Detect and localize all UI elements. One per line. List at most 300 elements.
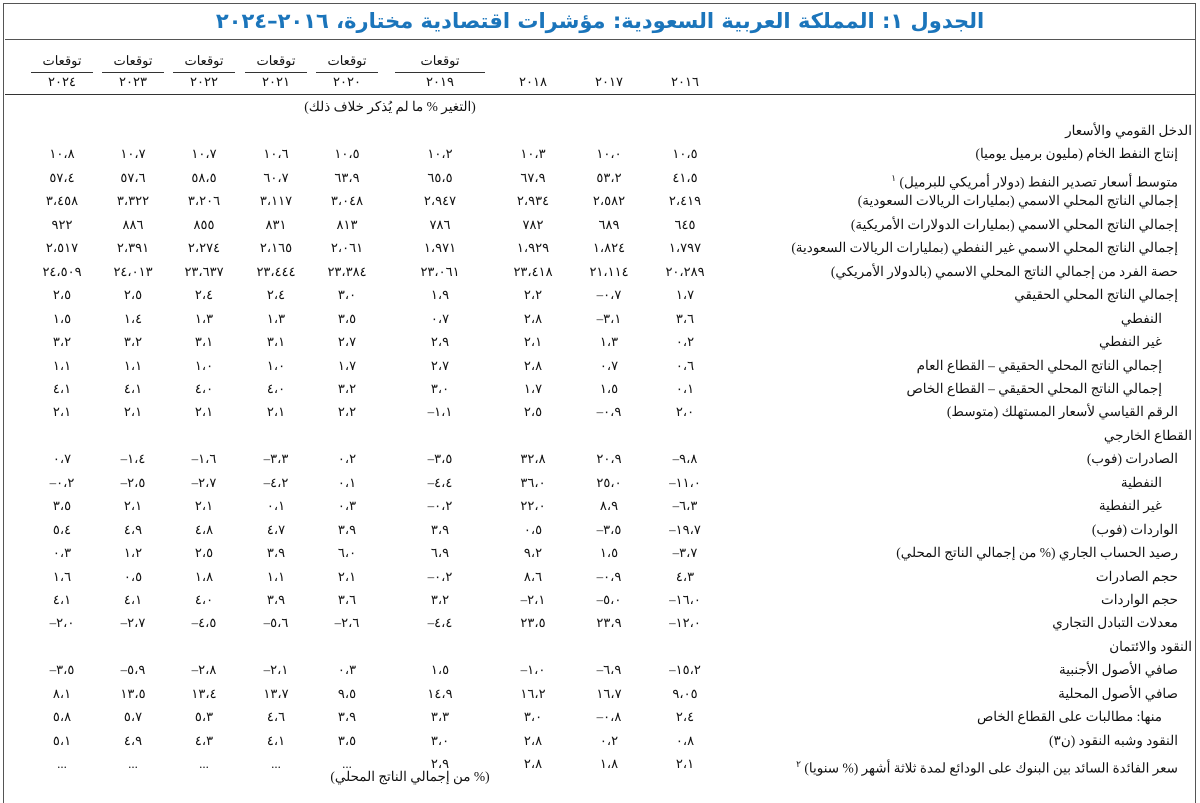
table-cell: ٢،١: [52, 404, 72, 420]
table-cell: ٣،٣: [430, 709, 450, 725]
row-label-text: حجم الصادرات: [1095, 568, 1178, 584]
table-cell: ٢،٩٤٧: [423, 193, 457, 209]
table-cell: ١،٧: [523, 380, 543, 396]
section-heading: [1109, 638, 1192, 656]
table-cell: ٢،٤١٩: [668, 193, 702, 209]
footnote: (% من إجمالي الناتج المحلي): [330, 769, 490, 784]
year-header: ٢٠١٦: [671, 74, 699, 89]
table-cell: ٨٨٦: [122, 216, 144, 232]
table-cell: ٣،٩: [337, 709, 357, 725]
table-cell: ١،٥: [599, 545, 619, 561]
table-title: الجدول ١: المملكة العربية السعودية: مؤشرات اقتصادية مختارة، ٢٠١٦–٢٠٢٤: [5, 5, 1195, 40]
table-cell: ٤،٨: [194, 521, 214, 537]
forecast-label: توقعات: [327, 53, 367, 68]
table-cell: ٥٣،٢: [596, 169, 622, 185]
table-cell: ٦٤٥: [674, 216, 696, 232]
table-cell: ٦٨٩: [598, 216, 620, 232]
table-cell: ٠،٧: [52, 451, 72, 467]
year-header: ٢٠١٧: [595, 74, 623, 89]
table-cell: ٠،٥: [123, 568, 143, 584]
forecast-underline: [316, 72, 378, 73]
table-cell: ٠،١: [266, 498, 286, 514]
table-cell: ٤،١: [52, 380, 72, 396]
table-cell: ٥،٦–: [263, 615, 289, 631]
table-cell: ٦،٩: [430, 545, 450, 561]
table-cell: ١،٣: [599, 334, 619, 350]
row-label: [1099, 333, 1162, 351]
table-cell: ٤،٤–: [427, 615, 453, 631]
table-cell: ١٣،٥: [120, 685, 146, 701]
table-cell: ٨،١: [52, 685, 72, 701]
table-cell: ٤،٦: [266, 709, 286, 725]
table-cell: ٢٣،٤١٨: [513, 263, 553, 279]
row-label: [1096, 568, 1178, 586]
table-cell: ١٠،٥: [672, 146, 698, 162]
table-cell: ٠،٣: [337, 662, 357, 678]
table-cell: ١٠،٣: [520, 146, 546, 162]
table-cell: ٢،٥: [52, 287, 72, 303]
table-cell: ١،٨: [194, 568, 214, 584]
table-cell: ٢٠،٢٨٩: [665, 263, 705, 279]
table-cell: ٢،١: [337, 568, 357, 584]
table-cell: ٤،٤–: [427, 474, 453, 490]
table-cell: ٣،٩: [337, 521, 357, 537]
table-cell: ٤،٣: [675, 568, 695, 584]
table-cell: ١١،٠–: [669, 474, 701, 490]
table-cell: ...: [271, 756, 281, 772]
forecast-underline: [245, 72, 307, 73]
row-label-text: معدلات التبادل التجاري: [1052, 615, 1178, 631]
table-cell: ٢١،١١٤: [589, 263, 629, 279]
table-cell: ١،٤: [123, 310, 143, 326]
table-cell: ٢،٥: [123, 287, 143, 303]
table-cell: ١٦،٠–: [669, 592, 701, 607]
table-cell: ١،٧: [675, 287, 695, 303]
row-label-text: إجمالي الناتج المحلي الاسمي (بمليارات الدولارات الأمريكية): [850, 216, 1178, 232]
table-cell: ٠،١: [675, 380, 695, 396]
row-label: [906, 380, 1162, 398]
table-cell: ٢،٥: [523, 404, 543, 420]
table-cell: ٠،٨: [675, 732, 695, 748]
row-label: [1059, 661, 1178, 679]
table-cell: ٢،١: [523, 334, 543, 350]
table-cell: ١٦،٧: [596, 685, 622, 701]
table-cell: ...: [57, 756, 67, 772]
table-cell: ٥،٧: [123, 709, 143, 725]
table-cell: ٤،٩: [123, 521, 143, 537]
table-cell: ٣،١–: [596, 310, 622, 326]
forecast-underline: [395, 72, 485, 73]
table-cell: ٩٢٢: [51, 216, 73, 232]
row-label: [1049, 732, 1178, 750]
table-cell: ٢،١–: [263, 662, 289, 678]
table-cell: ١٣،٧: [263, 685, 289, 701]
forecast-label: توقعات: [420, 53, 460, 68]
row-label-text: حصة الفرد من إجمالي الناتج المحلي الاسمي (بالدولار الأمريكي): [830, 263, 1178, 279]
table-cell: ...: [199, 756, 209, 772]
table-cell: ٢،٥: [194, 545, 214, 561]
table-cell: ٣،٧–: [672, 545, 698, 561]
table-cell: ٢٣،٤٤٤: [256, 263, 296, 279]
table-cell: ١٠،٠: [596, 146, 622, 162]
section-heading: [1104, 427, 1192, 445]
table-cell: ٣،٢٠٦: [187, 193, 221, 209]
table-cell: ٢،١: [123, 404, 143, 420]
table-cell: ٢،٠٦١: [330, 240, 364, 256]
row-label-text: القطاع الخارجي: [1103, 427, 1192, 443]
table-cell: ١،٨٢٤: [592, 240, 626, 256]
table-cell: ٨،٩: [599, 498, 619, 514]
row-label-text: غير النفطي: [1098, 334, 1162, 350]
table-cell: ٢،٤: [675, 709, 695, 725]
table-cell: ٢،٩: [430, 334, 450, 350]
table-cell: ٢،٩٣٤: [516, 193, 550, 209]
table-cell: ٢٠،٩: [596, 451, 622, 467]
year-header: ٢٠٢٣: [119, 74, 147, 89]
row-label: [1092, 521, 1178, 539]
forecast-underline: [102, 72, 164, 73]
row-label-text: رصيد الحساب الجاري (% من إجمالي الناتج المحلي): [896, 545, 1178, 561]
table-cell: ٤،٢–: [263, 474, 289, 490]
table-cell: ٣٢،٨: [520, 451, 546, 467]
row-label-text: النفطي: [1120, 310, 1162, 326]
row-label: [976, 145, 1178, 163]
row-label: [1052, 614, 1178, 632]
table-cell: ١٠،٧: [120, 146, 146, 162]
table-cell: ٠،٧–: [596, 287, 622, 303]
table-cell: ١،٩: [430, 287, 450, 303]
table-cell: ١٥،٢–: [669, 662, 701, 678]
table-cell: ٠،٥: [523, 521, 543, 537]
table-cell: ٢،٧: [430, 357, 450, 373]
table-cell: ١،١: [123, 357, 143, 373]
row-label: [851, 216, 1178, 234]
table-cell: ٠،٩–: [596, 568, 622, 584]
table-cell: ٥٨،٥: [191, 169, 217, 185]
row-label-text: متوسط أسعار تصدير النفط (دولار أمريكي للبرميل): [899, 174, 1178, 190]
table-cell: ٩،٥: [337, 685, 357, 701]
row-label-text: إنتاج النفط الخام (مليون برميل يوميا): [975, 146, 1178, 162]
table-cell: ١،٧: [337, 357, 357, 373]
row-label-text: الدخل القومي والأسعار: [1065, 123, 1192, 138]
table-cell: ٨،٦: [523, 568, 543, 584]
row-label: [791, 239, 1178, 257]
table-cell: ٢٣،٠٦١: [420, 263, 460, 279]
table-cell: ٣،١: [266, 334, 286, 350]
row-label-text: النفطية: [1120, 474, 1162, 490]
row-label: [917, 357, 1162, 375]
row-label: [796, 755, 1178, 778]
forecast-underline: [173, 72, 235, 73]
table-cell: ١٩،٧–: [669, 521, 701, 537]
row-label-text: إجمالي الناتج المحلي الحقيقي: [1014, 287, 1178, 303]
table-cell: ٦،٩–: [596, 662, 622, 678]
table-cell: ٥،٤: [52, 521, 72, 537]
table-cell: ٢،٨: [523, 357, 543, 373]
table-cell: ٢٥،٠: [596, 474, 622, 490]
table-cell: ٣،٠: [337, 287, 357, 303]
table-cell: ٤،٠: [194, 592, 214, 607]
table-cell: ٢،٧: [337, 334, 357, 350]
table-cell: ٣،٢: [430, 592, 450, 607]
row-label-text: حجم الواردات: [1101, 592, 1178, 607]
table-cell: ٣،٩: [430, 521, 450, 537]
table-cell: ٢،٧–: [120, 615, 146, 631]
table-cell: ٤،١: [52, 592, 72, 607]
table-cell: ١٠،٧: [191, 146, 217, 162]
table-cell: ٢٤،٥٠٩: [42, 263, 82, 279]
row-label-text: النقود وشبه النقود (ن٣): [1049, 732, 1178, 748]
table-cell: ٢،٥٨٢: [592, 193, 626, 209]
table-cell: ٣،٠: [430, 380, 450, 396]
table-cell: ١٠،٥: [334, 146, 360, 162]
table-cell: ٢،٢: [337, 404, 357, 420]
table-cell: ٣،٤٥٨: [45, 193, 79, 209]
table-cell: ٤،٧: [266, 521, 286, 537]
table-cell: ٣،٠: [523, 709, 543, 725]
table-cell: ٠،٣: [52, 545, 72, 561]
table-cell: ٣،٩: [266, 545, 286, 561]
row-label-text: إجمالي الناتج المحلي الحقيقي – القطاع الخاص: [906, 380, 1162, 396]
row-label: [896, 544, 1178, 562]
row-label-text: الرقم القياسي لأسعار المستهلك (متوسط): [946, 404, 1178, 420]
table-cell: ٣،٩: [266, 592, 286, 607]
table-cell: ٢،١: [194, 404, 214, 420]
row-label: [891, 169, 1178, 192]
table-cell: ٦٠،٧: [263, 169, 289, 185]
row-label: [858, 192, 1178, 210]
table-cell: ٤،٠: [194, 380, 214, 396]
unit-note: (التغير % ما لم يُذكر خلاف ذلك): [304, 99, 476, 114]
table-cell: ٦،٣–: [672, 498, 698, 514]
table-cell: ٢،٤: [194, 287, 214, 303]
table-cell: ٢،٣٩١: [116, 240, 150, 256]
table-cell: ٤،٥–: [191, 615, 217, 631]
table-cell: ١٢،٠–: [669, 615, 701, 631]
table-cell: ٠،٨–: [596, 709, 622, 725]
table-cell: ١،٥: [430, 662, 450, 678]
row-label: [1101, 591, 1178, 609]
table-cell: ٢٣،٣٨٤: [327, 263, 367, 279]
table-cell: ١،٥: [599, 380, 619, 396]
table-cell: ٢،٠: [675, 404, 695, 420]
year-header: ٢٠٢٢: [190, 74, 218, 89]
row-label-text: صافي الأصول المحلية: [1058, 685, 1178, 701]
table-cell: ٩،٨–: [672, 451, 698, 467]
section-heading: [1065, 122, 1192, 140]
table-cell: ٢،٢: [523, 287, 543, 303]
year-header: ٢٠٢١: [262, 74, 290, 89]
table-cell: ١٦،٢: [520, 685, 546, 701]
table-cell: ٢،٨: [523, 756, 543, 772]
row-label-text: صافي الأصول الأجنبية: [1059, 662, 1178, 678]
table-cell: ٤،١: [123, 592, 143, 607]
table-cell: ٨٥٥: [193, 216, 215, 232]
table-cell: ١،٠: [266, 357, 286, 373]
table-cell: ٥،٣: [194, 709, 214, 725]
forecast-underline: [31, 72, 93, 73]
table-cell: ٠،٢–: [427, 498, 453, 514]
table-cell: ٢،٥–: [120, 474, 146, 490]
table-cell: ٤،٩: [123, 732, 143, 748]
row-label-text: النقود والائتمان: [1109, 638, 1192, 654]
row-label-text: إجمالي الناتج المحلي الاسمي (بمليارات الريالات السعودية): [857, 193, 1178, 209]
table-cell: ٠،٢–: [49, 474, 75, 490]
table-cell: ٢،٥١٧: [45, 240, 79, 256]
table-cell: ٢،٩: [430, 756, 450, 772]
table-cell: ٢،٠–: [49, 615, 75, 631]
table-cell: ٣،٣–: [263, 451, 289, 467]
table-cell: ٠،١: [337, 474, 357, 490]
row-label-text: إجمالي الناتج المحلي الحقيقي – القطاع العام: [916, 357, 1162, 373]
table-cell: ١،٩٢٩: [516, 240, 550, 256]
year-header: ٢٠١٩: [426, 74, 454, 89]
table-cell: ٦٥،٥: [427, 169, 453, 185]
table-cell: ٢٣،٦٣٧: [184, 263, 224, 279]
table-cell: ٢،٨: [523, 732, 543, 748]
footnote-marker: ١: [891, 172, 897, 183]
table-cell: ١،٧٩٧: [668, 240, 702, 256]
table-cell: ٢٣،٩: [596, 615, 622, 631]
table-cell: ...: [128, 756, 138, 772]
table-cell: ٠،٢: [675, 334, 695, 350]
table-cell: ١،٤–: [120, 451, 146, 467]
table-cell: ٠،٧: [430, 310, 450, 326]
table-cell: ٣٦،٠: [520, 474, 546, 490]
table-cell: ...: [342, 756, 352, 772]
year-header: ٢٠٢٠: [333, 74, 361, 89]
table-cell: ٦٧،٩: [520, 169, 546, 185]
table-cell: ٩،٠٥: [672, 685, 698, 701]
table-cell: ١٠،٢: [427, 146, 453, 162]
table-cell: ١٤،٩: [427, 685, 453, 701]
table-cell: ٩،٢: [523, 545, 543, 561]
table-cell: ٣،٦: [675, 310, 695, 326]
row-label: [1087, 450, 1178, 468]
table-cell: ٣،٠٤٨: [330, 193, 364, 209]
table-cell: ٢،١–: [520, 592, 546, 607]
table-cell: ٢٣،٥: [520, 615, 546, 631]
table-cell: ١٠،٦: [263, 146, 289, 162]
table-cell: ١،٦: [52, 568, 72, 584]
table-cell: ٣،٥–: [427, 451, 453, 467]
table-cell: ٢،٦–: [334, 615, 360, 631]
footnote-marker: ٢: [796, 759, 801, 770]
table-cell: ٢،٨–: [191, 662, 217, 678]
table-cell: ٢،١٦٥: [259, 240, 293, 256]
row-label-text: الواردات (فوب): [1091, 521, 1178, 537]
table-cell: ٦،٠: [337, 545, 357, 561]
row-label: [1014, 286, 1178, 304]
table-cell: ٢٢،٠: [520, 498, 546, 514]
table-cell: ١،٣: [266, 310, 286, 326]
table-cell: ٣،٥: [337, 732, 357, 748]
row-label-text: إجمالي الناتج المحلي الاسمي غير النفطي (بمليارات الريالات السعودية): [791, 240, 1178, 256]
table-cell: ١،٠: [194, 357, 214, 373]
year-header: ٢٠١٨: [519, 74, 547, 89]
table-cell: ٢،١: [675, 756, 695, 772]
table-cell: ٤،١: [266, 732, 286, 748]
row-label-text: منها: مطالبات على القطاع الخاص: [976, 709, 1162, 725]
table-cell: ٣،٣٢٢: [116, 193, 150, 209]
row-label: [1058, 685, 1178, 703]
row-label-text: الصادرات (فوب): [1086, 451, 1178, 467]
table-cell: ١،٣: [194, 310, 214, 326]
table-cell: ٠،٩–: [596, 404, 622, 420]
table-cell: ٣،٢: [52, 334, 72, 350]
forecast-label: توقعات: [184, 53, 224, 68]
table-cell: ٢،٢٧٤: [187, 240, 221, 256]
row-label: [1121, 310, 1162, 328]
table-cell: ٤،٣: [194, 732, 214, 748]
row-label: [977, 708, 1162, 726]
table-cell: ١،١–: [427, 404, 453, 420]
table-cell: ٢،٨: [523, 310, 543, 326]
table-cell: ٣،٥–: [596, 521, 622, 537]
table-cell: ٠،٢: [337, 451, 357, 467]
table-cell: ٥،٠–: [596, 592, 622, 607]
table-cell: ٣،٥: [337, 310, 357, 326]
forecast-label: توقعات: [256, 53, 296, 68]
row-label: [947, 403, 1178, 421]
table-cell: ٦٣،٩: [334, 169, 360, 185]
table-cell: ٥٧،٤: [49, 169, 75, 185]
table-cell: ٥،١: [52, 732, 72, 748]
table-cell: ٥،٩–: [120, 662, 146, 678]
table-cell: ٥،٨: [52, 709, 72, 725]
table-cell: ٤،١: [123, 380, 143, 396]
table-cell: ٢،١: [194, 498, 214, 514]
table-cell: ١،١: [266, 568, 286, 584]
forecast-label: توقعات: [42, 53, 82, 68]
table-cell: ٤،٠: [266, 380, 286, 396]
table-cell: ٣،٠: [430, 732, 450, 748]
table-cell: ٣،٥: [52, 498, 72, 514]
table-cell: ٠،٢–: [427, 568, 453, 584]
table-cell: ٢،٧–: [191, 474, 217, 490]
table-cell: ٤١،٥: [672, 169, 698, 185]
table-cell: ٣،١١٧: [259, 193, 293, 209]
table-cell: ٢،٤: [266, 287, 286, 303]
year-header: ٢٠٢٤: [48, 74, 76, 89]
forecast-label: توقعات: [113, 53, 153, 68]
row-label: [1099, 497, 1162, 515]
table-cell: ٢،١: [123, 498, 143, 514]
table-cell: ٧٨٢: [522, 216, 544, 232]
header-divider: [5, 94, 1195, 95]
row-label-text: سعر الفائدة السائد بين البنوك على الودائع لمدة ثلاثة أشهر (% سنويا): [804, 760, 1178, 776]
table-cell: ٠،٣: [337, 498, 357, 514]
table-cell: ٣،٢: [337, 380, 357, 396]
table-cell: ١،٢: [123, 545, 143, 561]
table-cell: ٥٧،٦: [120, 169, 146, 185]
table-cell: ١،٨: [599, 756, 619, 772]
row-label: [1121, 474, 1162, 492]
table-cell: ٣،٦: [337, 592, 357, 607]
table-cell: ٣،١: [194, 334, 214, 350]
table-cell: ١،٠–: [520, 662, 546, 678]
table-cell: ١،٩٧١: [423, 240, 457, 256]
table-cell: ٣،٢: [123, 334, 143, 350]
table-cell: ٠،٦: [675, 357, 695, 373]
table-cell: ١٠،٨: [49, 146, 75, 162]
row-label: [831, 263, 1178, 281]
table-cell: ١،٥: [52, 310, 72, 326]
table-cell: ٧٨٦: [429, 216, 451, 232]
table-cell: ٣،٥–: [49, 662, 75, 678]
table-cell: ٢٤،٠١٣: [113, 263, 153, 279]
table-cell: ٨٣١: [265, 216, 287, 232]
